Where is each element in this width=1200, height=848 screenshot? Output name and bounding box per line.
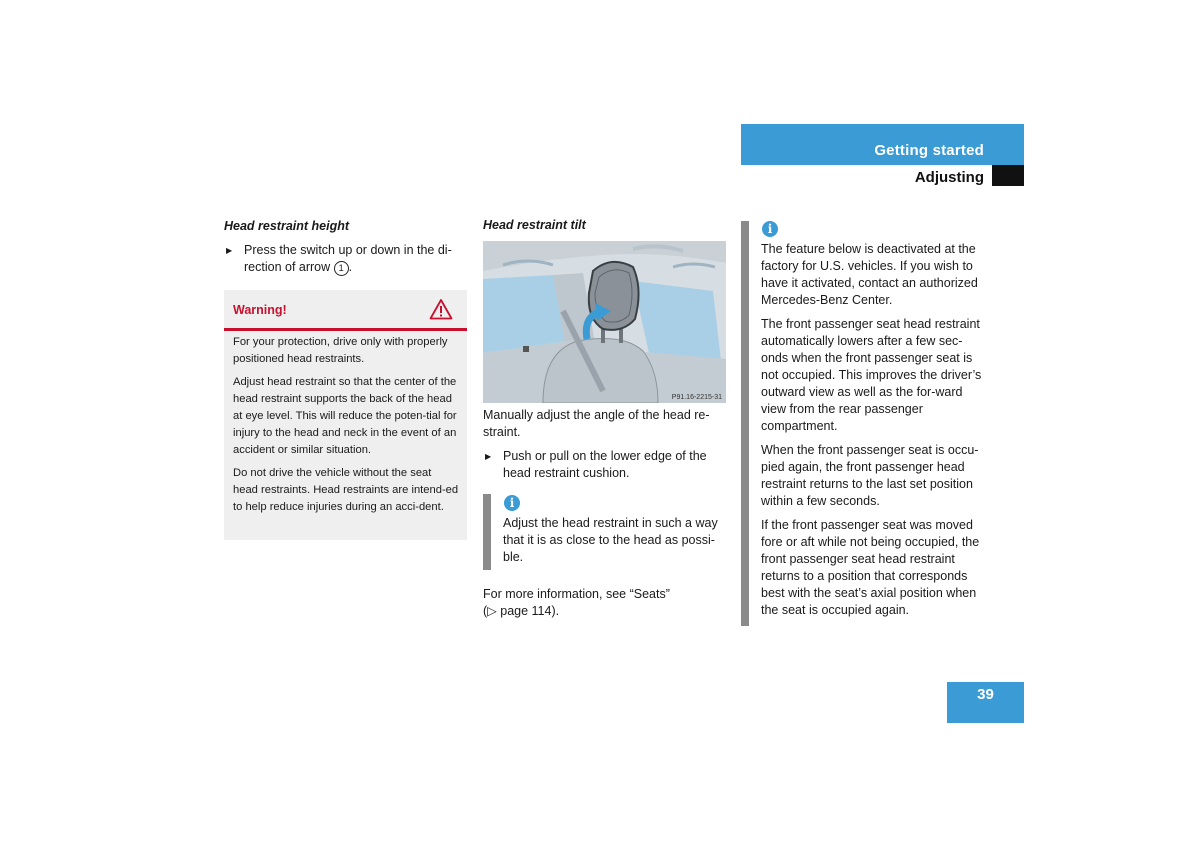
warning-body xyxy=(233,334,459,522)
info-text-tilt: Adjust the head restraint in such a way that it is as close to the head as possi-ble. xyxy=(503,516,718,564)
more-info xyxy=(483,586,726,620)
tilt-intro: Manually adjust the angle of the head re-straint. xyxy=(483,408,710,439)
warning-title: Warning! xyxy=(233,303,287,317)
warning-box xyxy=(224,290,467,540)
step-height-text: Press the switch up or down in the di-rection of arrow xyxy=(244,243,452,274)
heading-height: Head restraint height xyxy=(224,219,350,233)
info-icon: i xyxy=(504,495,520,511)
step-height-end: . xyxy=(348,260,353,274)
info-paragraph: When the front passenger seat is occu-pied again, the front passenger head restraint returns to the last set position within a few seconds. xyxy=(761,443,979,508)
warning-triangle-icon xyxy=(429,298,453,320)
page-number: 39 xyxy=(947,682,1024,723)
heading-tilt: Head restraint tilt xyxy=(483,218,586,232)
arrow-number-badge: 1 xyxy=(334,261,349,276)
column-1 xyxy=(224,218,467,276)
car-interior-image xyxy=(483,241,726,403)
head-restraint-illustration xyxy=(483,241,726,403)
image-code: P91.16-2215-31 xyxy=(671,394,722,401)
info-paragraph: The feature below is deactivated at the factory for U.S. vehicles. If you wish to have it activated, contact an authorized Mercedes-Benz Center. xyxy=(761,242,978,307)
subsection-marker xyxy=(992,165,1024,186)
info-bar-auto xyxy=(741,221,749,626)
warning-paragraph: Adjust head restraint so that the center of the head restraint supports the back of the head at eye level. This will reduce the poten-tial for injury to the head and neck in the event of an accident or similar situation. xyxy=(233,376,457,456)
more-info-line1: For more information, see “Seats” xyxy=(483,587,670,601)
warning-paragraph: For your protection, drive only with properly positioned head restraints. xyxy=(233,336,448,365)
section-header-band xyxy=(741,124,1024,165)
info-bar-tilt xyxy=(483,494,491,570)
warning-paragraph: Do not drive the vehicle without the seat head restraints. Head restraints are intend-ed to help reduce injuries during an acci-dent. xyxy=(233,467,459,513)
subsection-title: Adjusting xyxy=(914,169,984,186)
info-paragraph: If the front passenger seat was moved fore or aft while not being occupied, the front passenger seat head restraint returns to a position that corresponds best with the seat’s axial position when the seat is occupied again. xyxy=(761,518,980,617)
step-tilt xyxy=(483,448,726,482)
warning-divider xyxy=(224,328,467,331)
step-tilt-text: Push or pull on the lower edge of the head restraint cushion. xyxy=(503,449,707,480)
page-reference-link[interactable]: (▷ page 114). xyxy=(483,604,560,618)
info-icon: i xyxy=(762,221,778,237)
info-paragraph: The front passenger seat head restraint automatically lowers after a few sec-onds when the front passenger seat is not occupied. This improves the driver’s outward view as well as the for-ward view from the rear passenger compartment. xyxy=(761,317,982,433)
section-title: Getting started xyxy=(874,142,984,159)
column-2-text xyxy=(483,407,726,482)
step-height xyxy=(224,242,467,276)
column-3-text xyxy=(761,241,987,626)
